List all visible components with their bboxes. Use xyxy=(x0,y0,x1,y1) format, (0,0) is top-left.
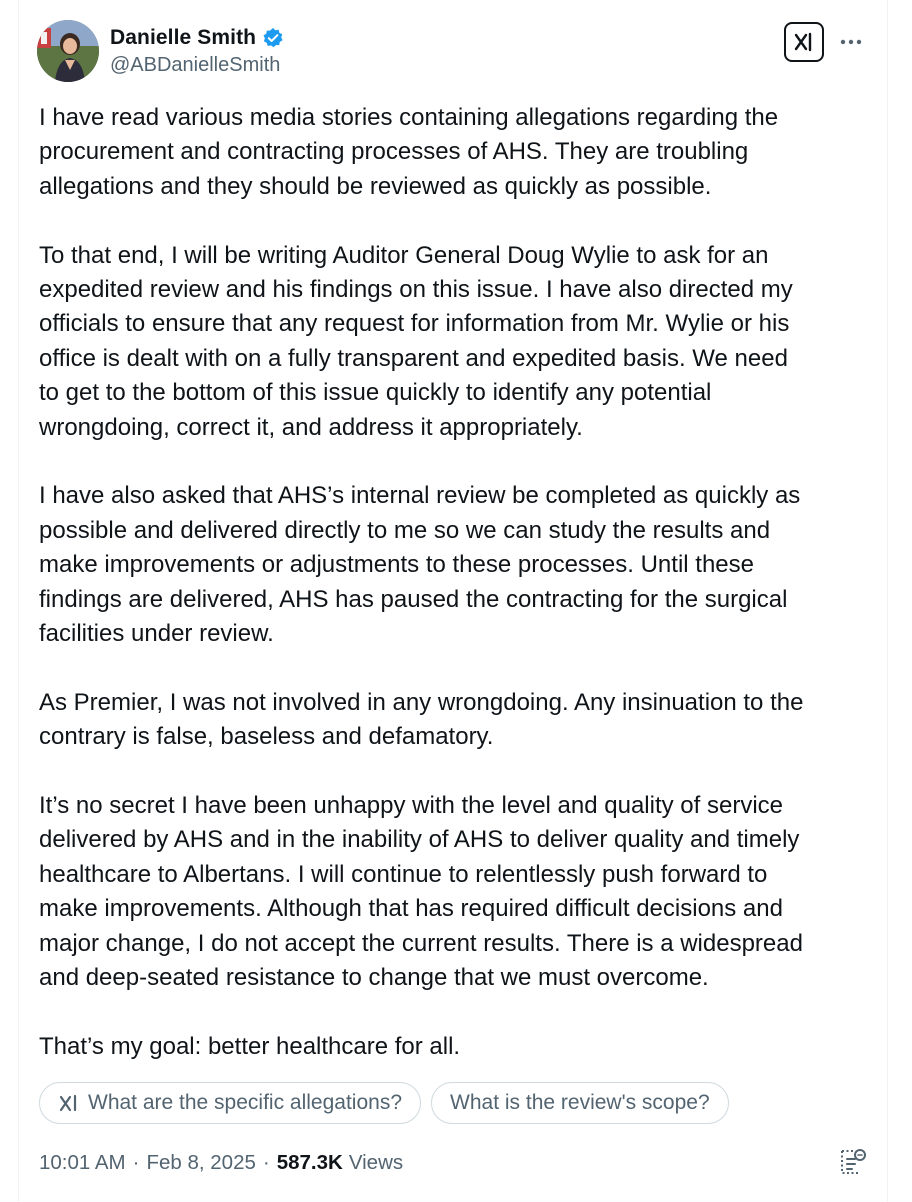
post-date[interactable]: Feb 8, 2025 xyxy=(146,1151,256,1174)
suggestion-chip-scope[interactable] xyxy=(431,1082,729,1124)
tweet-paragraph-5: It’s no secret I have been unhappy with the level and quality of service delivered by AHS and in the inability of AHS to deliver quality and timely healthcare to Albertans. I will continue to relentlessly push forward to make improvements. Although that has required difficult decisions and major change, I do not accept the current results. There is a widespread and deep-seated resistance to change that we must overcome. xyxy=(39,792,803,992)
tweet-paragraph-6: That’s my goal: better healthcare for all. xyxy=(39,1032,461,1060)
meta-separator: · xyxy=(132,1151,140,1174)
post-meta xyxy=(39,1148,403,1178)
grok-button[interactable] xyxy=(784,22,824,62)
tweet-paragraph-2: To that end, I will be writing Auditor General Doug Wylie to ask for an expedited review and his findings on this issue. I have also directed my officials to ensure that any request for information from Mr. Wylie or his office is dealt with on a fully transparent and expedited basis. We need to get to the bottom of this issue quickly to identify any potential wrongdoing, correct it, and address it appropriately. xyxy=(39,241,793,441)
grok-icon xyxy=(792,30,816,54)
more-dots-icon xyxy=(840,39,862,45)
post-time[interactable]: 10:01 AM xyxy=(39,1151,126,1174)
more-options-button[interactable] xyxy=(836,28,866,56)
analytics-icon xyxy=(838,1147,868,1177)
suggestion-chip-allegations[interactable] xyxy=(39,1082,421,1124)
views-count: 587.3K xyxy=(276,1151,343,1174)
tweet-paragraph-4: As Premier, I was not involved in any wrongdoing. Any insinuation to the contrary is false, baseless and defamatory. xyxy=(39,688,804,751)
views-label: Views xyxy=(348,1151,404,1174)
suggestion-label: What is the review's scope? xyxy=(450,1091,710,1114)
analytics-button[interactable] xyxy=(838,1147,868,1177)
suggestion-label: What are the specific allegations? xyxy=(88,1091,403,1114)
tweet-paragraph-3: I have also asked that AHS’s internal review be completed as quickly as possible and delivered directly to me so we can study the results and make improvements or adjustments to these processes. Until these findings are delivered, AHS has paused the contracting for the surgical facilities under review. xyxy=(39,482,801,648)
display-name[interactable]: Danielle Smith xyxy=(110,26,257,49)
profile-photo-icon xyxy=(37,20,99,82)
grok-icon xyxy=(58,1092,80,1114)
avatar[interactable] xyxy=(37,20,99,82)
author-handle[interactable]: @ABDanielleSmith xyxy=(110,54,281,76)
tweet-text xyxy=(39,101,869,1064)
meta-separator: · xyxy=(262,1151,270,1174)
verified-badge-icon xyxy=(262,27,284,49)
tweet-paragraph-1: I have read various media stories containing allegations regarding the procurement and contracting processes of AHS. They are troubling allegations and they should be reviewed as quickly as possible. xyxy=(39,104,779,200)
author-name-row[interactable] xyxy=(110,24,284,52)
grok-suggestions xyxy=(39,1082,729,1124)
